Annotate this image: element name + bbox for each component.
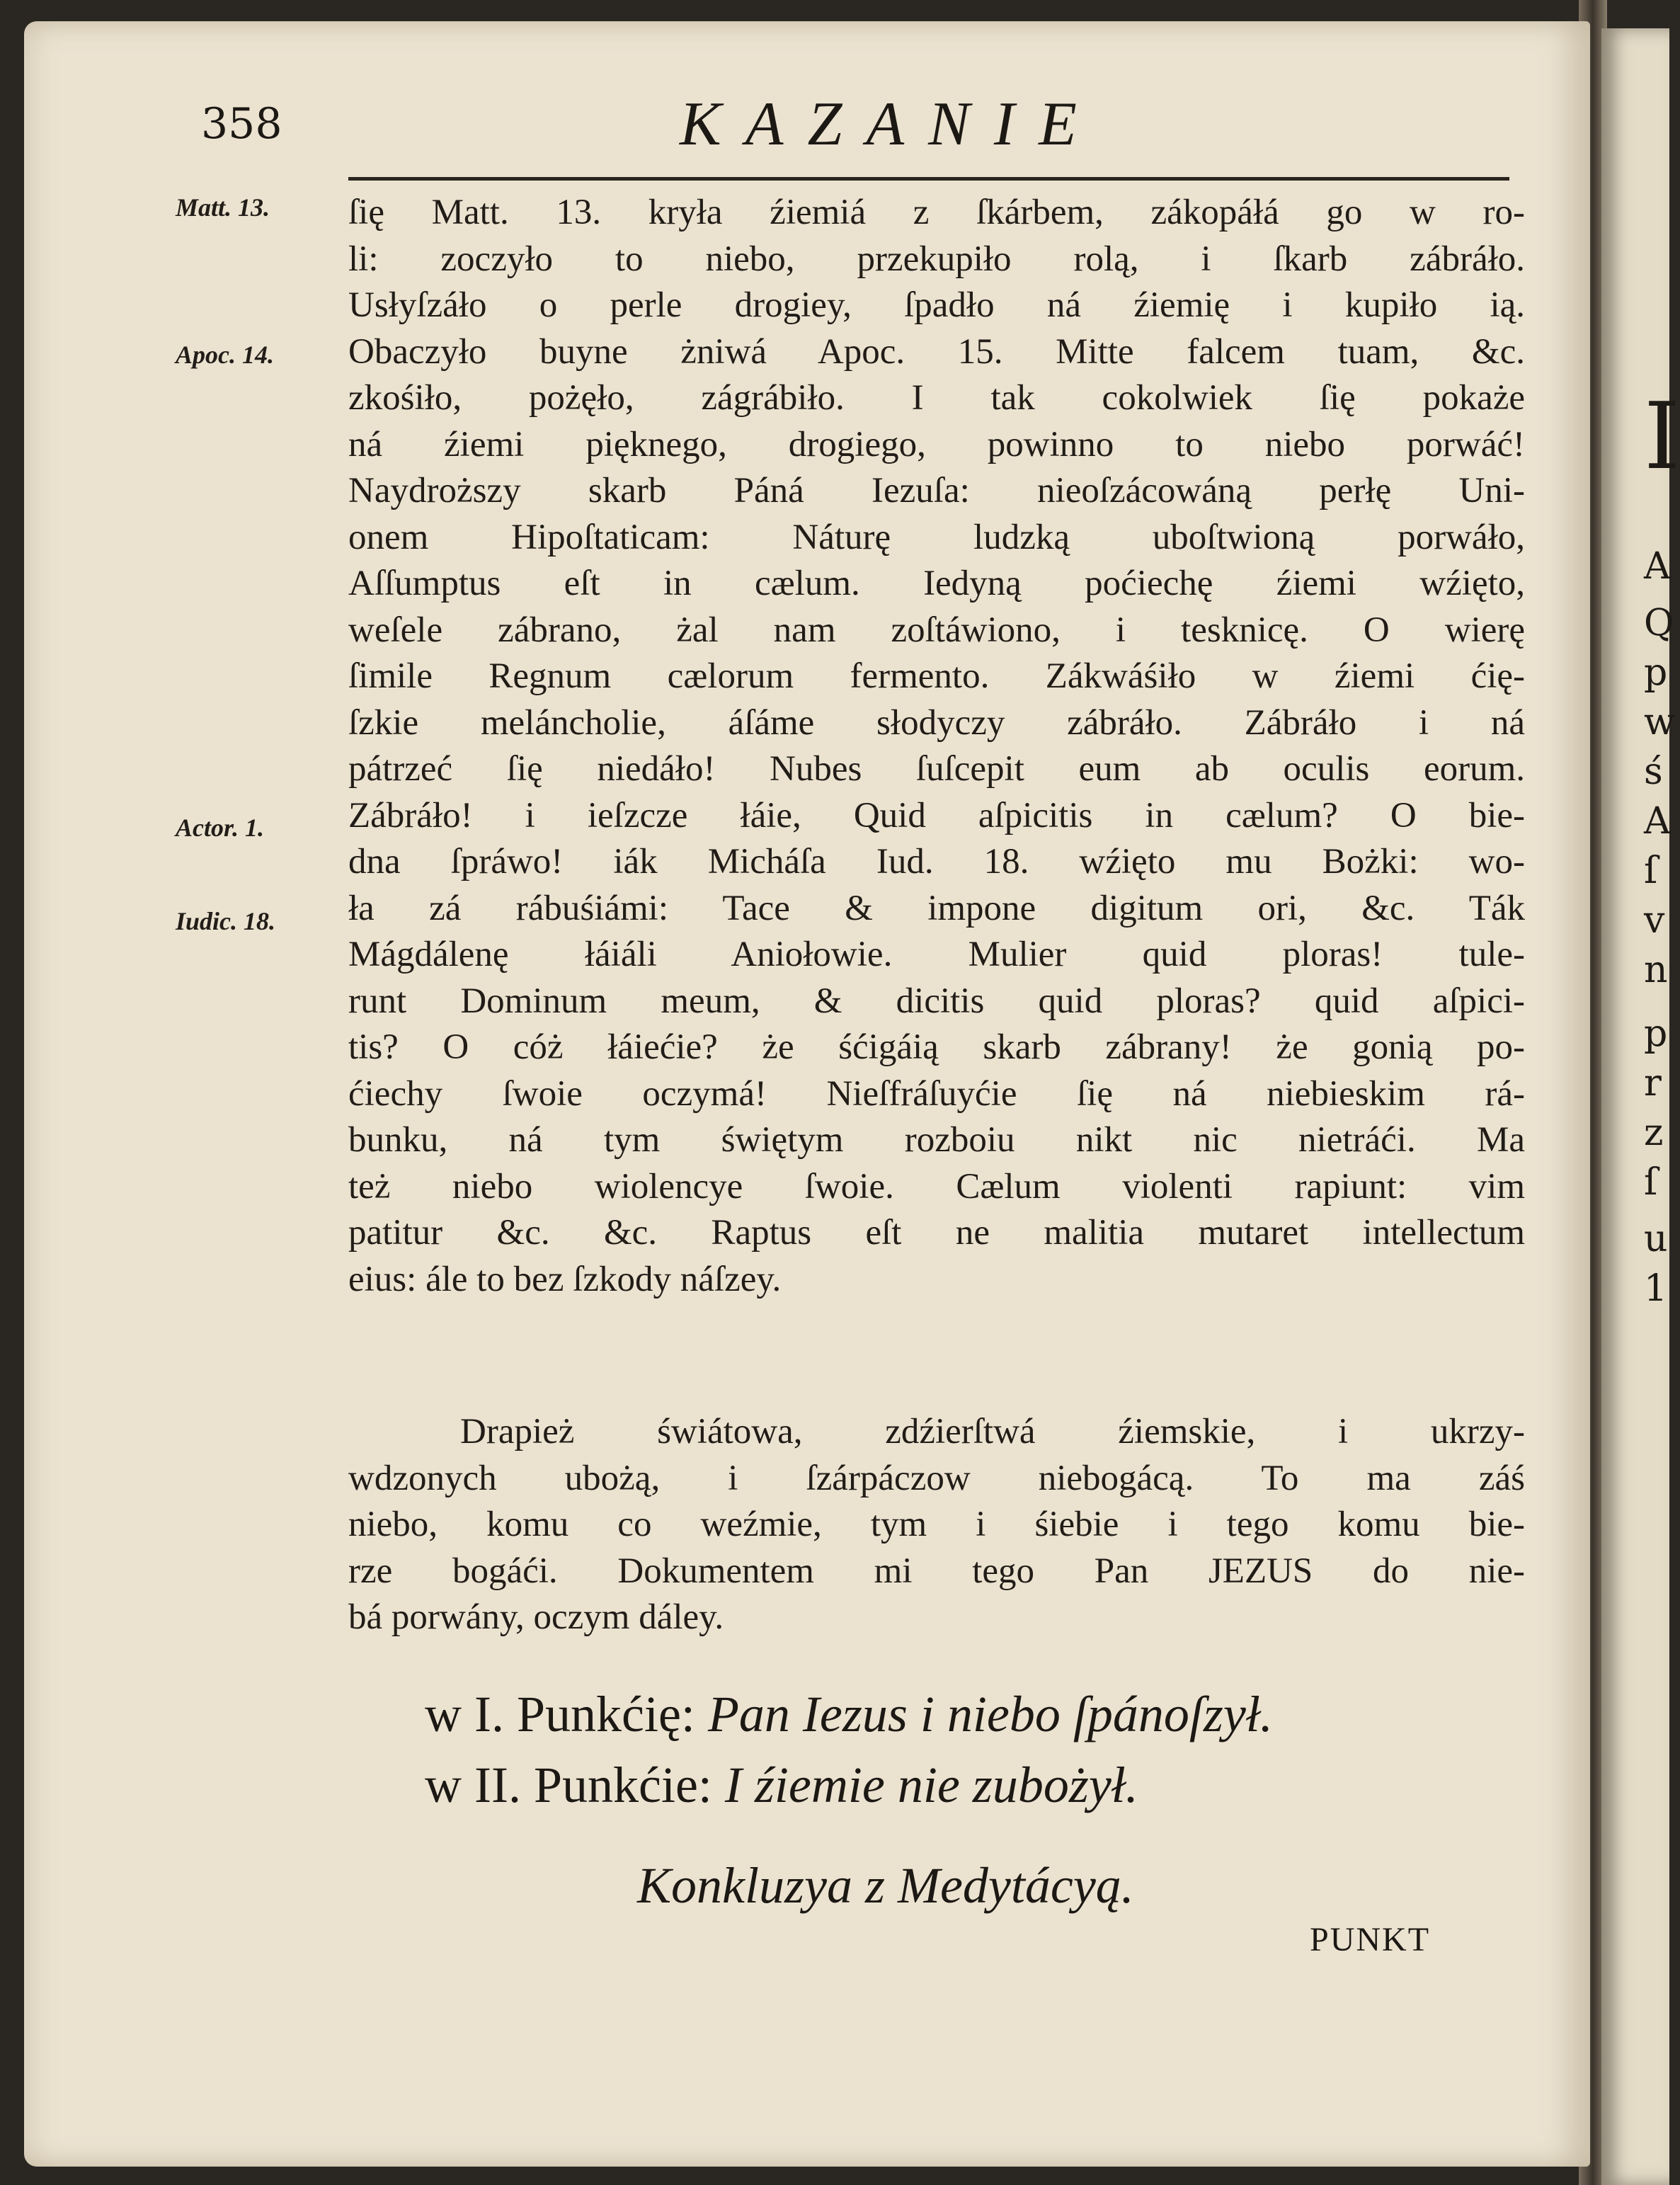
point-one-prefix: w I. Punkćię:: [425, 1686, 695, 1742]
point-two-text: I źiemie nie zubożył.: [724, 1757, 1138, 1813]
text-line: też niebo wiolencye ſwoie. Cælum violenti rapiunt: vim: [348, 1166, 1525, 1206]
facing-page-fragment: A: [1644, 545, 1671, 588]
facing-page-fragment: w: [1644, 701, 1676, 743]
catchword: PUNKT: [1310, 1921, 1431, 1958]
facing-page-fragment: z: [1644, 1112, 1664, 1154]
text-line: rze bogáći. Dokumentem mi tego Pan JEZUS do nie-: [348, 1551, 1525, 1591]
margin-note-apoc: Apoc. 14.: [176, 341, 274, 369]
point-two: [425, 1756, 1138, 1815]
text-line: li: zoczyło to niebo, przekupiło rolą, i ſkarb zábráło.: [348, 239, 1525, 279]
facing-page: [1601, 28, 1669, 2185]
text-line: Naydroższy skarb Páná Iezuſa: nieoſzácowáną perłę Uni-: [348, 471, 1525, 510]
text-line: weſele zábrano, żal nam zoſtáwiono, i tesknicę. O wierę: [348, 610, 1525, 650]
header-rule: [348, 177, 1509, 181]
facing-page-fragment: ś: [1644, 751, 1663, 793]
text-line: wdzonych ubożą, i ſzárpáczow niebogácą. To ma záś: [348, 1458, 1525, 1498]
facing-page-fragment: 1: [1644, 1267, 1668, 1310]
margin-note-actor: Actor. 1.: [176, 814, 265, 842]
text-line: Obaczyło buyne żniwá Apoc. 15. Mitte falcem tuam, &c.: [348, 331, 1525, 372]
page-number: 358: [201, 99, 282, 149]
text-line: dna ſpráwo! iák Micháſa Iud. 18. wźięto mu Bożki: wo-: [348, 842, 1525, 882]
facing-page-fragment: p: [1644, 1012, 1668, 1055]
facing-page-fragment: v: [1644, 899, 1665, 942]
text-line: ſimile Regnum cælorum fermento. Zákwáśiło w źiemi ćię-: [348, 656, 1525, 696]
text-line: zkośiło, pożęło, zágrábiło. I tak cokolwiek ſię pokaże: [348, 378, 1525, 418]
running-title: KAZANIE: [680, 90, 1101, 159]
text-line: ná źiemi pięknego, drogiego, powinno to niebo porwáć!: [348, 424, 1525, 464]
facing-page-fragment: r: [1644, 1062, 1662, 1105]
point-one: [425, 1685, 1273, 1744]
facing-page-fragment: p: [1644, 651, 1668, 694]
point-one-text: Pan Iezus i niebo ſpánoſzył.: [707, 1686, 1273, 1742]
margin-note-matt: Matt. 13.: [176, 193, 270, 222]
margin-note-iudic: Iudic. 18.: [176, 907, 276, 935]
text-line: Usłyſzáło o perle drogiey, ſpadło ná źiemię i kupiło ią.: [348, 285, 1525, 325]
text-line: Zábráło! i ieſzcze łáie, Quid aſpicitis in cælum? O bie-: [348, 795, 1525, 835]
facing-page-fragment: u: [1644, 1218, 1668, 1260]
facing-page-fragment: Q: [1644, 602, 1674, 644]
text-line: ła zá rábuśiámi: Tace & impone digitum ori, &c. Ták: [348, 888, 1525, 928]
facing-page-fragment: n: [1644, 949, 1668, 991]
text-line: ſzkie meláncholie, áſáme słodyczy zábráło. Zábráło i ná: [348, 702, 1525, 743]
text-line: pátrzeć ſię niedáło! Nubes ſuſcepit eum ab oculis eorum.: [348, 749, 1525, 789]
text-line: bá porwány, oczym dáley.: [348, 1597, 724, 1637]
text-line: Aſſumptus eſt in cælum. Iedyną poćiechę źiemi wźięto,: [348, 564, 1525, 603]
facing-page-fragment: I: [1644, 382, 1680, 490]
text-line: runt Dominum meum, & dicitis quid ploras? quid aſpici-: [348, 981, 1525, 1021]
text-line: eius: ále to bez ſzkody náſzey.: [348, 1259, 782, 1299]
text-line: onem Hipoſtaticam: Náturę ludzką uboſtwioną porwáło,: [348, 517, 1525, 557]
text-line: niebo, komu co weźmie, tym i śiebie i tego komu bie-: [348, 1505, 1525, 1544]
facing-page-fragment: A: [1644, 800, 1671, 843]
text-line: patitur &c. &c. Raptus eſt ne malitia mutaret intellectum: [348, 1213, 1525, 1253]
text-line: ſię Matt. 13. kryła źiemiá z ſkárbem, zákopáłá go w ro-: [348, 193, 1525, 232]
text-line: ćiechy ſwoie oczymá! Nieſfráſuyćie ſię ná niebieskim rá-: [348, 1073, 1525, 1114]
facing-page-fragment: ſ: [1644, 850, 1658, 892]
text-line: Drapież świátowa, zdźierſtwá źiemskie, i ukrzy-: [460, 1412, 1525, 1451]
point-two-prefix: w II. Punkćie:: [425, 1757, 712, 1813]
text-line: Mágdálenę łáiáli Aniołowie. Mulier quid ploras! tule-: [348, 935, 1525, 974]
facing-page-fragment: ſ: [1644, 1161, 1658, 1204]
text-line: bunku, ná tym świętym rozboiu nikt nic nietráći. Ma: [348, 1120, 1525, 1160]
conclusion-heading: Konkluzya z Medytácyą.: [637, 1857, 1134, 1914]
text-line: tis? O cóż łáiećie? że śćigáią skarb zábrany! że gonią po-: [348, 1027, 1525, 1067]
